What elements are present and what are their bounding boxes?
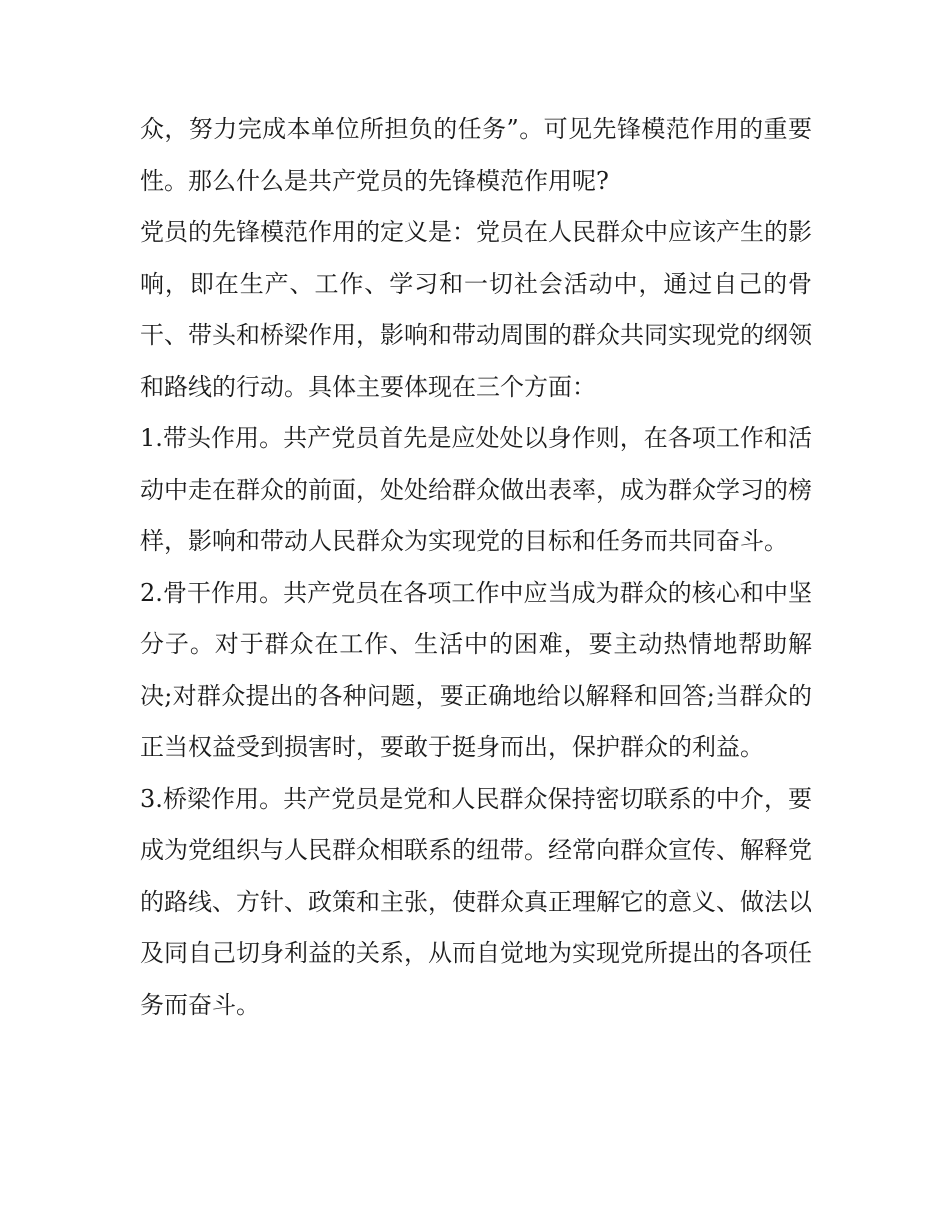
paragraph-bridge-role: 3.桥梁作用。共产党员是党和人民群众保持密切联系的中介，要成为党组织与人民群众相联系的纽带。经常向群众宣传、解释党的路线、方针、政策和主张，使群众真正理解它的意义、做法以及同自己切身利益的关系，从而自觉地为实现党所提出的各项任务而奋斗。 bbox=[140, 784, 812, 1019]
paragraph-leading-role: 1.带头作用。共产党员首先是应处处以身作则，在各项工作和活动中走在群众的前面，处处给群众做出表率，成为群众学习的榜样，影响和带动人民群众为实现党的目标和任务而共同奋斗。 bbox=[140, 424, 812, 555]
document-body bbox=[140, 104, 812, 1031]
paragraph-backbone-role: 2.骨干作用。共产党员在各项工作中应当成为群众的核心和中坚分子。对于群众在工作、生活中的困难，要主动热情地帮助解决;对群众提出的各种问题，要正确地给以解释和回答;当群众的正当权益受到损害时，要敢于挺身而出，保护群众的利益。 bbox=[140, 578, 812, 761]
paragraph-definition: 党员的先锋模范作用的定义是：党员在人民群众中应该产生的影响，即在生产、工作、学习和一切社会活动中，通过自己的骨干、带头和桥梁作用，影响和带动周围的群众共同实现党的纲领和路线的行动。具体主要体现在三个方面： bbox=[140, 218, 812, 401]
paragraph-continuation: 众，努力完成本单位所担负的任务”。可见先锋模范作用的重要性。那么什么是共产党员的先锋模范作用呢? bbox=[140, 115, 812, 195]
